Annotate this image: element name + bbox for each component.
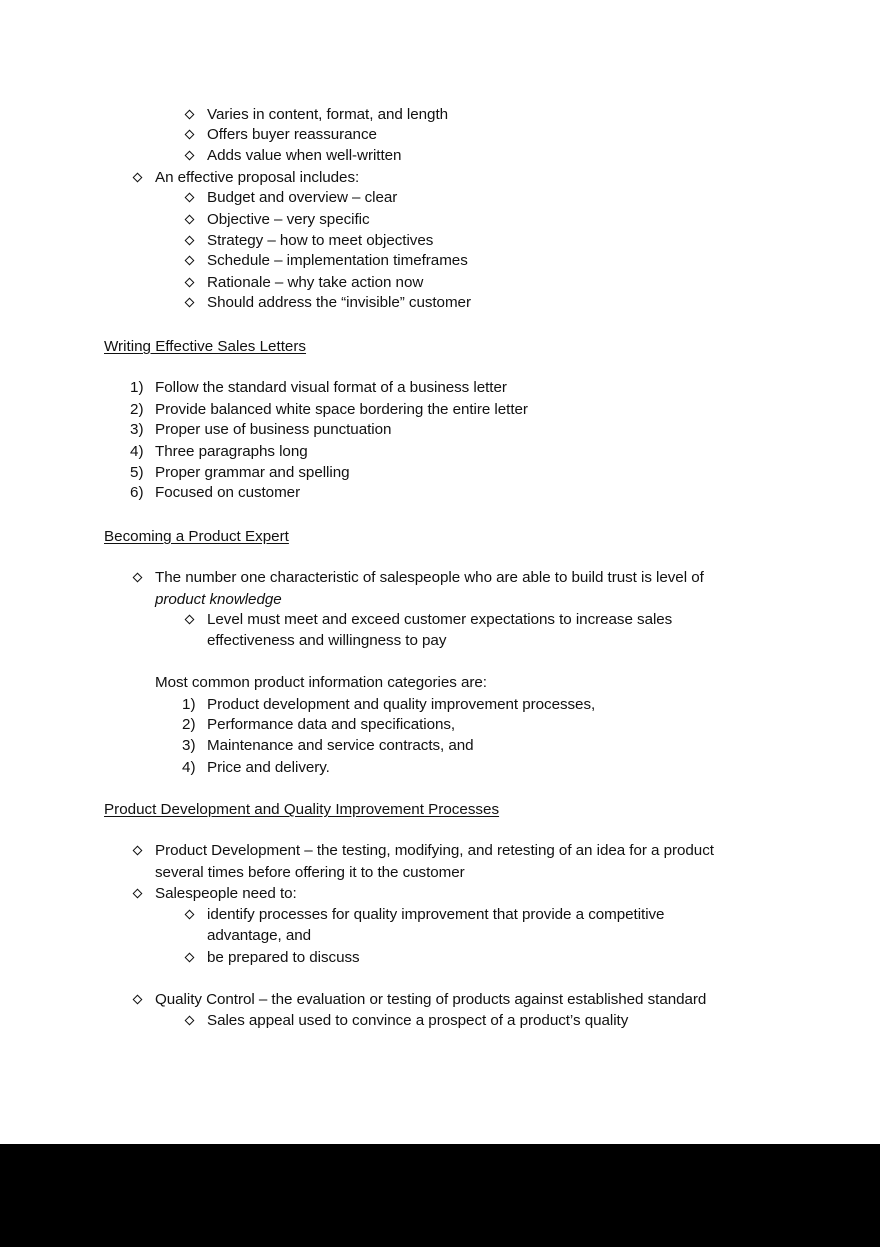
list-number: 5) (130, 464, 144, 481)
list-number: 4) (130, 443, 144, 460)
diamond-bullet-icon (185, 910, 195, 920)
list-item: Level must meet and exceed customer expectations to increase sales (207, 611, 673, 628)
list-number: 3) (130, 421, 144, 438)
list-item: Varies in content, format, and length (207, 106, 449, 123)
diamond-bullet-icon (185, 278, 195, 288)
list-item: Should address the “invisible” customer (207, 294, 471, 311)
list-item: Follow the standard visual format of a business letter (155, 379, 507, 396)
list-item: Performance data and specifications, (207, 716, 456, 733)
list-item: Schedule – implementation timeframes (207, 252, 468, 269)
list-item: Provide balanced white space bordering the entire letter (155, 401, 528, 418)
list-item: Strategy – how to meet objectives (207, 232, 434, 249)
list-item: identify processes for quality improvement that provide a competitive (207, 906, 665, 923)
section-heading-sales-letters: Writing Effective Sales Letters (104, 338, 307, 355)
list-item-emphasis: product knowledge (155, 591, 282, 608)
diamond-bullet-icon (133, 173, 143, 183)
diamond-bullet-icon (133, 846, 143, 856)
list-item: Adds value when well-written (207, 147, 402, 164)
bottom-black-bar (0, 1144, 880, 1247)
list-item: Objective – very specific (207, 211, 370, 228)
diamond-bullet-icon (185, 193, 195, 203)
diamond-bullet-icon (185, 110, 195, 120)
section-heading-product-development: Product Development and Quality Improvement Processes (104, 801, 500, 818)
list-item: Offers buyer reassurance (207, 126, 377, 143)
list-item: Focused on customer (155, 484, 301, 501)
list-item-continued: advantage, and (207, 927, 312, 944)
paragraph: Most common product information categories are: (155, 674, 487, 691)
list-item-continued: several times before offering it to the customer (155, 864, 465, 881)
list-item: Proper use of business punctuation (155, 421, 392, 438)
diamond-bullet-icon (185, 298, 195, 308)
list-item: Product development and quality improvement processes, (207, 696, 596, 713)
list-item: Price and delivery. (207, 759, 330, 776)
list-item: Budget and overview – clear (207, 189, 398, 206)
list-item: Sales appeal used to convince a prospect of a product’s quality (207, 1012, 629, 1029)
list-number: 1) (130, 379, 144, 396)
diamond-bullet-icon (185, 130, 195, 140)
diamond-bullet-icon (185, 1016, 195, 1026)
list-number: 6) (130, 484, 144, 501)
list-item: Product Development – the testing, modifying, and retesting of an idea for a product (155, 842, 714, 859)
diamond-bullet-icon (185, 236, 195, 246)
diamond-bullet-icon (133, 889, 143, 899)
list-item: Maintenance and service contracts, and (207, 737, 474, 754)
diamond-bullet-icon (185, 256, 195, 266)
list-number: 4) (182, 759, 196, 776)
diamond-bullet-icon (185, 953, 195, 963)
diamond-bullet-icon (133, 573, 143, 583)
diamond-bullet-icon (185, 151, 195, 161)
diamond-bullet-icon (185, 215, 195, 225)
list-number: 3) (182, 737, 196, 754)
list-item: Rationale – why take action now (207, 274, 424, 291)
list-item: be prepared to discuss (207, 949, 360, 966)
list-number: 2) (130, 401, 144, 418)
list-item-continued: effectiveness and willingness to pay (207, 632, 447, 649)
section-heading-product-expert: Becoming a Product Expert (104, 528, 289, 545)
list-item: Proper grammar and spelling (155, 464, 350, 481)
list-number: 2) (182, 716, 196, 733)
diamond-bullet-icon (133, 995, 143, 1005)
diamond-bullet-icon (185, 615, 195, 625)
list-item: An effective proposal includes: (155, 169, 360, 186)
list-item: Salespeople need to: (155, 885, 297, 902)
list-number: 1) (182, 696, 196, 713)
list-item: The number one characteristic of salespeople who are able to build trust is level of (155, 569, 704, 586)
list-item: Quality Control – the evaluation or testing of products against established standard (155, 991, 707, 1008)
list-item: Three paragraphs long (155, 443, 308, 460)
